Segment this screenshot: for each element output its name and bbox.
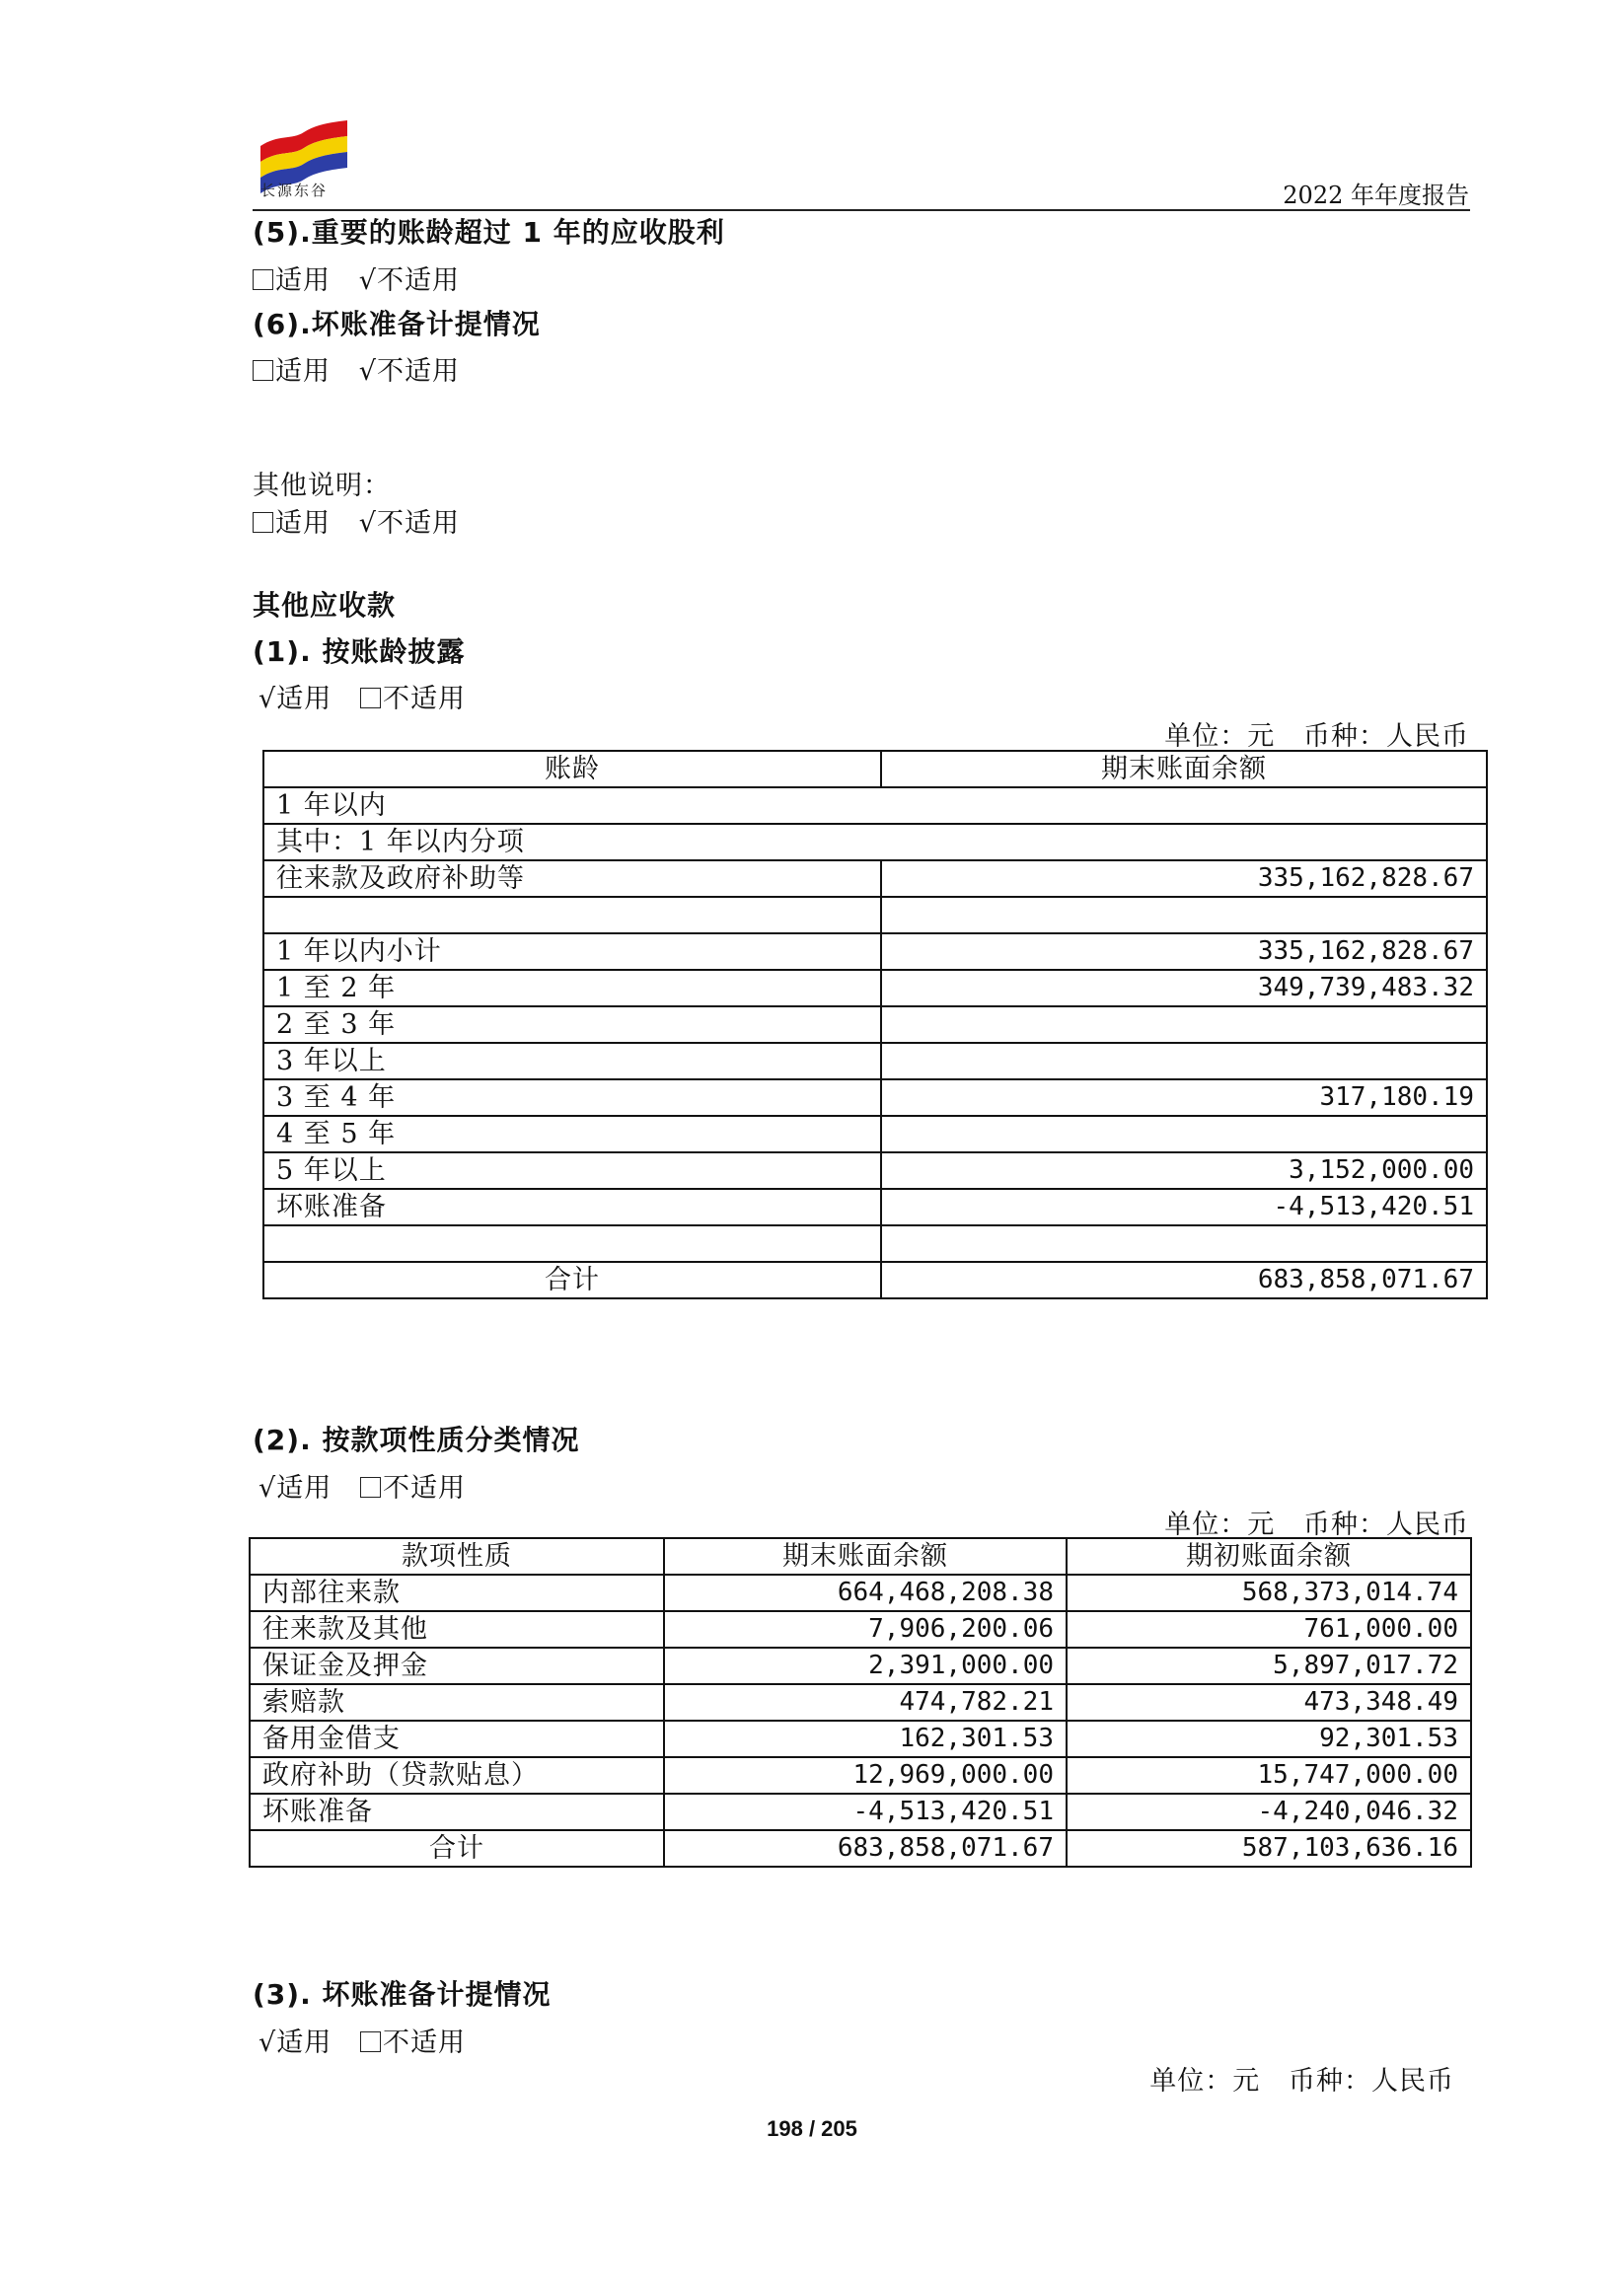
opening-balance-cell: 587,103,636.16	[1067, 1830, 1471, 1867]
row-label: 其中：1 年以内分项	[263, 824, 1487, 860]
row-label: 5 年以上	[263, 1152, 881, 1189]
table-row	[263, 787, 1487, 824]
column-header: 账龄	[263, 751, 881, 787]
table-row	[263, 1116, 1487, 1152]
total-row	[263, 1262, 1487, 1298]
section-5-options: 适用 √不适用	[253, 258, 460, 297]
row-label: 政府补助（贷款贴息）	[250, 1757, 664, 1794]
row-label: 索赔款	[250, 1684, 664, 1721]
checkbox-empty-icon	[360, 1477, 381, 1498]
ending-balance-cell: 3,152,000.00	[881, 1152, 1487, 1189]
checkbox-empty-icon	[360, 688, 381, 708]
ending-balance-cell	[881, 1043, 1487, 1079]
table-row	[263, 1079, 1487, 1116]
bad-debt-unit-label: 单位：元 币种：人民币	[1149, 2066, 1454, 2097]
total-row	[250, 1830, 1471, 1867]
section-6-options: 适用 √不适用	[253, 349, 460, 388]
report-title: 2022 年年度报告	[1283, 182, 1469, 209]
table-row	[263, 1225, 1487, 1262]
nature-table	[249, 1537, 1472, 1868]
table-row	[263, 1043, 1487, 1079]
table-row	[263, 1189, 1487, 1225]
row-label: 内部往来款	[250, 1575, 664, 1611]
ending-balance-cell: 349,739,483.32	[881, 970, 1487, 1006]
ending-balance-cell: 12,969,000.00	[664, 1757, 1067, 1794]
table-row	[263, 970, 1487, 1006]
row-label: 合计	[263, 1262, 881, 1298]
row-label: 往来款及政府补助等	[263, 860, 881, 897]
ending-balance-cell: 664,468,208.38	[664, 1575, 1067, 1611]
nature-options: √适用 不适用	[258, 1473, 466, 1504]
opening-balance-cell: 15,747,000.00	[1067, 1757, 1471, 1794]
opening-balance-cell: 761,000.00	[1067, 1611, 1471, 1648]
table-row	[250, 1611, 1471, 1648]
table-row	[250, 1575, 1471, 1611]
opening-balance-cell: 5,897,017.72	[1067, 1648, 1471, 1684]
table-row	[263, 860, 1487, 897]
row-label: 往来款及其他	[250, 1611, 664, 1648]
aging-options: √适用 不适用	[258, 684, 466, 714]
bad-debt-section-title: (3). 坏账准备计提情况	[253, 1978, 552, 2011]
row-label: 坏账准备	[263, 1189, 881, 1225]
column-header: 期末账面余额	[881, 751, 1487, 787]
row-label	[263, 1225, 881, 1262]
ending-balance-cell: 683,858,071.67	[881, 1262, 1487, 1298]
section-6-title: (6).坏账准备计提情况	[253, 308, 541, 340]
table-row	[263, 824, 1487, 860]
logo-text: 长源东谷	[260, 182, 329, 199]
nature-unit-label: 单位：元 币种：人民币	[1164, 1510, 1469, 1540]
checkbox-empty-icon	[253, 360, 273, 381]
section-5-title: (5).重要的账龄超过 1 年的应收股利	[253, 216, 725, 249]
ending-balance-cell: 2,391,000.00	[664, 1648, 1067, 1684]
checkmark-icon: √	[258, 1473, 277, 1504]
table-row	[263, 1152, 1487, 1189]
table-row	[250, 1684, 1471, 1721]
bad-debt-options: √适用 不适用	[258, 2027, 466, 2058]
column-header: 期初账面余额	[1067, 1538, 1471, 1575]
nature-section-title: (2). 按款项性质分类情况	[253, 1424, 580, 1456]
checkmark-icon: √	[358, 356, 377, 387]
table-header-row	[263, 751, 1487, 787]
opening-balance-cell: 473,348.49	[1067, 1684, 1471, 1721]
table-row	[250, 1757, 1471, 1794]
table-row	[250, 1794, 1471, 1830]
row-label: 4 至 5 年	[263, 1116, 881, 1152]
row-label: 合计	[250, 1830, 664, 1867]
row-label: 1 年以内小计	[263, 933, 881, 970]
page-number: 198 / 205	[767, 2116, 857, 2141]
checkmark-icon: √	[358, 265, 377, 296]
ending-balance-cell: 317,180.19	[881, 1079, 1487, 1116]
other-notes-label: 其他说明：	[253, 471, 391, 501]
column-header: 款项性质	[250, 1538, 664, 1575]
table-header-row	[250, 1538, 1471, 1575]
row-label	[263, 897, 881, 933]
table-row	[263, 1006, 1487, 1043]
opening-balance-cell: 568,373,014.74	[1067, 1575, 1471, 1611]
ending-balance-cell: 162,301.53	[664, 1721, 1067, 1757]
aging-unit-label: 单位：元 币种：人民币	[1164, 721, 1469, 752]
row-label: 1 年以内	[263, 787, 1487, 824]
checkmark-icon: √	[358, 508, 377, 539]
checkbox-empty-icon	[253, 512, 273, 533]
other-notes-options: 适用 √不适用	[253, 501, 460, 540]
table-row	[263, 933, 1487, 970]
table-row	[250, 1648, 1471, 1684]
other-receivables-title: 其他应收款	[253, 589, 397, 622]
column-header: 期末账面余额	[664, 1538, 1067, 1575]
ending-balance-cell	[881, 1225, 1487, 1262]
row-label: 坏账准备	[250, 1794, 664, 1830]
ending-balance-cell	[881, 1006, 1487, 1043]
ending-balance-cell: 7,906,200.06	[664, 1611, 1067, 1648]
ending-balance-cell: -4,513,420.51	[881, 1189, 1487, 1225]
row-label: 3 年以上	[263, 1043, 881, 1079]
ending-balance-cell	[881, 1116, 1487, 1152]
opening-balance-cell: 92,301.53	[1067, 1721, 1471, 1757]
opening-balance-cell: -4,240,046.32	[1067, 1794, 1471, 1830]
row-label: 2 至 3 年	[263, 1006, 881, 1043]
aging-section-title: (1). 按账龄披露	[253, 635, 466, 668]
row-label: 备用金借支	[250, 1721, 664, 1757]
ending-balance-cell	[881, 897, 1487, 933]
ending-balance-cell: -4,513,420.51	[664, 1794, 1067, 1830]
ending-balance-cell: 474,782.21	[664, 1684, 1067, 1721]
checkbox-empty-icon	[253, 269, 273, 290]
aging-table	[262, 750, 1488, 1299]
checkbox-empty-icon	[360, 2031, 381, 2052]
row-label: 3 至 4 年	[263, 1079, 881, 1116]
row-label: 保证金及押金	[250, 1648, 664, 1684]
table-row	[250, 1721, 1471, 1757]
checkmark-icon: √	[258, 684, 277, 714]
ending-balance-cell: 683,858,071.67	[664, 1830, 1067, 1867]
ending-balance-cell: 335,162,828.67	[881, 933, 1487, 970]
ending-balance-cell: 335,162,828.67	[881, 860, 1487, 897]
table-row	[263, 897, 1487, 933]
row-label: 1 至 2 年	[263, 970, 881, 1006]
checkmark-icon: √	[258, 2027, 277, 2058]
